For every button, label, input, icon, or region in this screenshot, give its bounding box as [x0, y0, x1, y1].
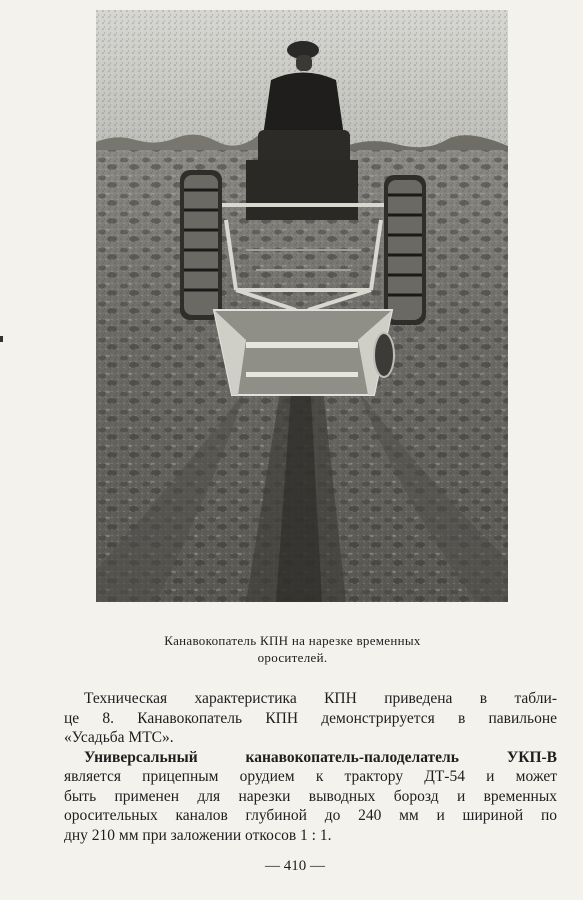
figure-caption-line-2: оросителей. [257, 650, 328, 665]
figure-caption [60, 632, 525, 666]
figure-caption-line-1: Канавокопатель КПН на нарезке временных [164, 633, 421, 648]
figure-photo [96, 10, 508, 602]
text-line: оросительных каналов глубиной до 240 мм и шириной по [64, 807, 557, 824]
page-number: — 410 — [265, 858, 325, 874]
text-line: це 8. Канавокопатель КПН демонстрируется в павильоне [64, 709, 557, 727]
text-line: быть применен для нарезки выводных борозд и временных [64, 787, 557, 805]
text-line: «Усадьба МТС». [64, 729, 174, 746]
paragraph-ukp-v [64, 748, 557, 846]
text-line: Техническая характеристика КПН приведена в табли- [84, 690, 557, 707]
scan-edge-mark [0, 336, 3, 342]
bold-lead-line: Универсальный канавокопатель-палоделатель УКП-В [84, 748, 557, 766]
text-line: является прицепным орудием к трактору ДТ-54 и может [64, 768, 557, 785]
body-text [64, 689, 557, 845]
paragraph-technical-characteristics [64, 689, 557, 748]
tractor-ditcher-photo-icon [96, 10, 508, 602]
text-line: дну 210 мм при заложении откосов 1 : 1. [64, 826, 332, 844]
